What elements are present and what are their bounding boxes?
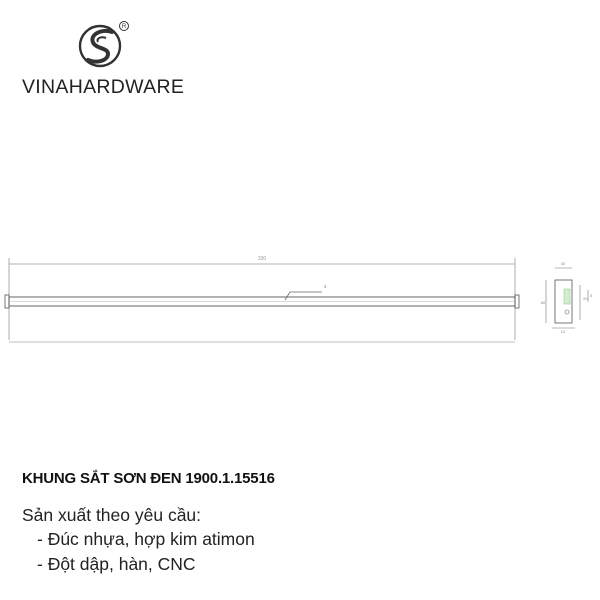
side-dimension-inner: 20 — [583, 296, 588, 301]
main-view — [5, 256, 519, 342]
callout-label: 4 — [324, 284, 327, 289]
service-bullet-casting: - Đúc nhựa, hợp kim atimon — [37, 529, 255, 549]
side-dimension-hole: 5 — [590, 293, 593, 298]
brand-name: VINAHARDWARE — [22, 76, 185, 98]
side-view — [541, 261, 593, 334]
side-dimension-height: 60 — [540, 300, 546, 305]
technical-drawing — [0, 240, 600, 350]
production-intro: Sản xuất theo yêu cầu: — [22, 505, 202, 525]
side-dimension-width: 30 — [560, 261, 566, 266]
length-dimension: 330 — [257, 256, 267, 262]
swirl-s-logo-icon — [78, 20, 130, 72]
registered-mark: R — [121, 24, 127, 31]
brand-logo — [0, 0, 220, 110]
service-bullet-stamping: - Đột dập, hàn, CNC — [37, 554, 196, 574]
side-dimension-base: 12 — [560, 329, 566, 334]
product-title: KHUNG SẮT SƠN ĐEN 1900.1.15516 — [22, 470, 275, 487]
